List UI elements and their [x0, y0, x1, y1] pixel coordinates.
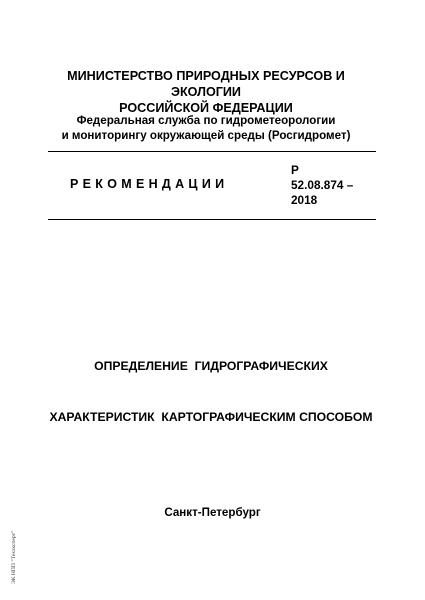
title-line-2: ХАРАКТЕРИСТИК КАРТОГРАФИЧЕСКИМ СПОСОБОМ: [49, 410, 373, 424]
designation-line-1: Р: [291, 163, 299, 177]
ministry-line-2: РОССИЙСКОЙ ФЕДЕРАЦИИ: [119, 101, 293, 115]
document-type: РЕКОМЕНДАЦИИ: [70, 177, 229, 191]
ministry-line-1: МИНИСТЕРСТВО ПРИРОДНЫХ РЕСУРСОВ И ЭКОЛОГИИ: [67, 69, 345, 99]
document-designation: [291, 163, 353, 208]
publication-city: Санкт-Петербург: [164, 506, 261, 519]
service-name: [36, 113, 376, 143]
title-line-1: ОПРЕДЕЛЕНИЕ ГИДРОГРАФИЧЕСКИХ: [94, 359, 328, 373]
service-line-2: и мониторингу окружающей среды (Росгидромет): [61, 129, 351, 142]
watermark-text: ЭК НПП "Техэксперт": [11, 530, 17, 584]
top-divider: [48, 151, 376, 152]
designation-line-3: 2018: [291, 193, 318, 207]
designation-line-2: 52.08.874 –: [291, 178, 354, 192]
service-line-1: Федеральная служба по гидрометеорологии: [76, 114, 336, 127]
ministry-name: [36, 68, 376, 116]
bottom-divider: [48, 219, 376, 220]
document-title: [36, 324, 386, 460]
